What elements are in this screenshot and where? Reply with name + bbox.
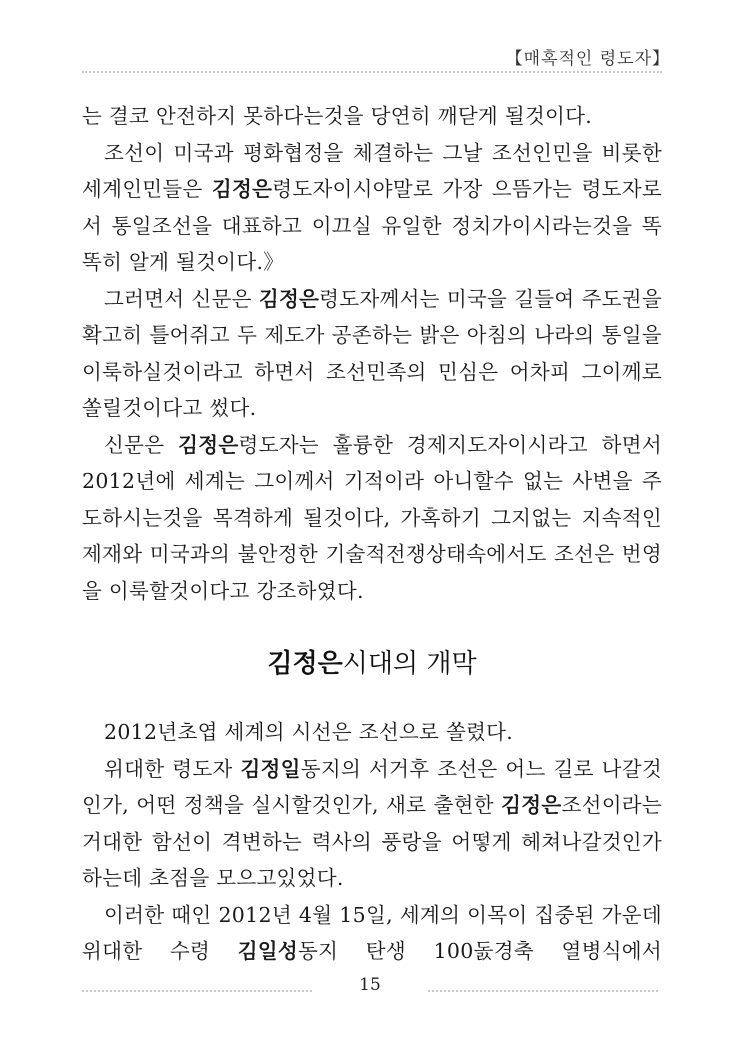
section-heading xyxy=(82,643,662,680)
highlighted-name: 김정은 xyxy=(258,286,320,311)
text-run: 는 결코 안전하지 못하다는것을 당연히 깨닫게 될것이다. xyxy=(82,104,593,128)
paragraph xyxy=(82,281,662,427)
paragraphs-before-heading xyxy=(82,98,662,609)
text-run: 동지의 서거후 조선은 어느 길로 나갈것인가, 어떤 정책을 실시할것인가, 새로 출현한 xyxy=(82,756,662,817)
text-run: 령도자이시야말로 가장 으뜸가는 령도자로서 통일조선을 대표하고 이끄실 유일한 정치가이시라는것을 똑똑히 알게 될것이다.》 xyxy=(82,177,662,274)
text-run: 령도자는 훌륭한 경제지도자이시라고 하면서 2012년에 세계는 그이께서 기적이라 아니할수 없는 사변을 주도하시는것을 목격하게 될것이다, 가혹하기 그지없는 지속적인 제재와 미국과의 불안정한 기술적전쟁상태속에서도 조선은 번영을 이룩할것이다고 강조하였다. xyxy=(82,432,662,603)
header-divider xyxy=(82,71,662,73)
paragraph xyxy=(82,427,662,610)
paragraph xyxy=(82,714,662,751)
paragraph xyxy=(82,135,662,281)
highlighted-name: 김정은 xyxy=(178,432,239,457)
paragraph xyxy=(82,98,662,135)
paragraph xyxy=(82,897,662,970)
highlighted-name: 김정은 xyxy=(211,177,273,201)
text-run: 조선이라는 거대한 함선이 격변하는 력사의 풍랑을 어떻게 헤쳐나갈것인가 하는데 초점을 모으고있었다. xyxy=(82,793,662,890)
paragraph xyxy=(82,751,662,897)
page-number: 15 xyxy=(359,975,381,995)
text-run: 조선이 미국과 평화협정을 체결하는 그날 조선인민을 비롯한 세계인민들은 xyxy=(82,140,662,201)
text-run: 위대한 령도자 xyxy=(104,756,241,781)
text-run: 그러면서 신문은 xyxy=(104,286,259,311)
highlighted-name: 김정일 xyxy=(240,756,301,781)
highlighted-name: 김일성 xyxy=(237,939,298,963)
page-body xyxy=(82,98,662,970)
section-heading-rest: 시대의 개막 xyxy=(342,649,477,679)
highlighted-name: 김정은 xyxy=(501,793,562,817)
text-run: 이러한 때인 2012년 4월 15일, 세계의 이목이 집중된 가운데 위대한 수령 xyxy=(82,902,662,963)
footer-divider-right xyxy=(428,990,658,992)
paragraphs-after-heading xyxy=(82,714,662,970)
text-run: 2012년초엽 세계의 시선은 조선으로 쏠렸다. xyxy=(104,720,514,744)
section-heading-name: 김정은 xyxy=(267,649,343,679)
text-run: 령도자께서는 미국을 길들여 주도권을 확고히 틀어쥐고 두 제도가 공존하는 밝은 아침의 나라의 통일을 이룩하실것이라고 하면서 조선민족의 민심은 어차피 그이께로 쏠릴것이다고 썼다. xyxy=(82,286,662,420)
text-run: 동지 탄생 100돐경축 열병식에서 xyxy=(298,939,662,963)
running-header: 【매혹적인 령도자】 xyxy=(505,49,670,69)
text-run: 신문은 xyxy=(104,432,179,457)
